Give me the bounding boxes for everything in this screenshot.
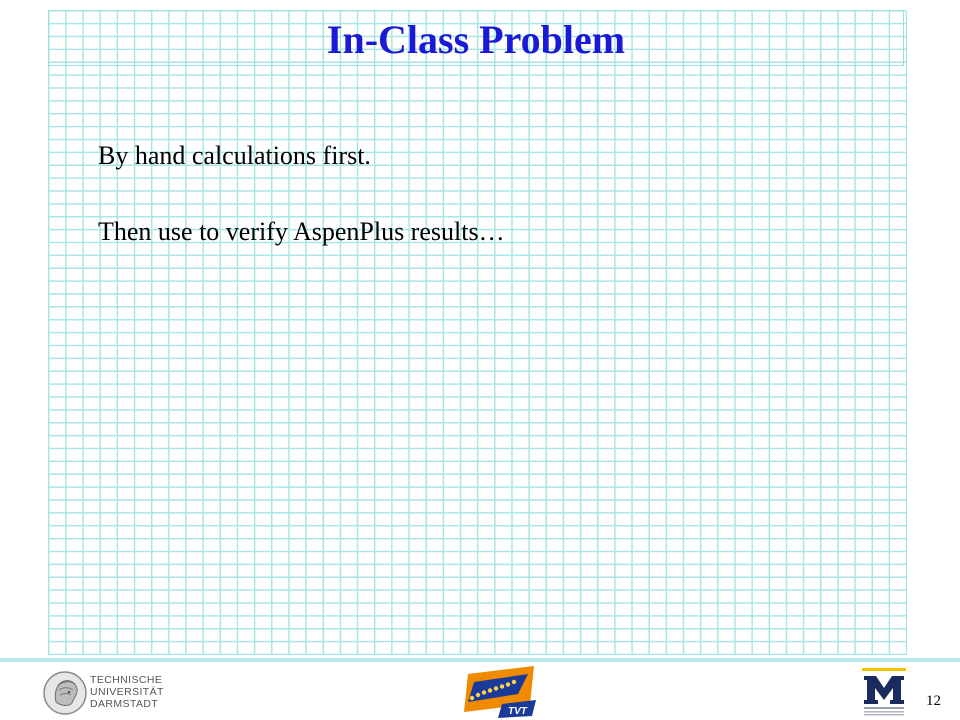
slide-title: In-Class Problem: [326, 17, 626, 62]
body-line-1: By hand calculations first.: [98, 141, 371, 170]
tu-darmstadt-athena-logo-icon: [42, 670, 88, 716]
tud-line-3: DARMSTADT: [90, 698, 159, 710]
tu-darmstadt-logo: [42, 670, 202, 716]
page-number: 12: [926, 693, 941, 709]
tvt-logo-icon: [458, 664, 540, 718]
tvt-logo-text: TVT: [508, 706, 527, 717]
tud-line-2: UNIVERSITÄT: [90, 686, 164, 698]
footer-divider: [0, 658, 960, 662]
grid-paper-background: [48, 10, 907, 655]
michigan-school-of-mines-logo-icon: [858, 666, 910, 718]
body-line-2: Then use to verify AspenPlus results…: [98, 217, 505, 246]
tud-line-1: TECHNISCHE: [90, 674, 163, 686]
tu-darmstadt-wordmark: [90, 674, 164, 710]
